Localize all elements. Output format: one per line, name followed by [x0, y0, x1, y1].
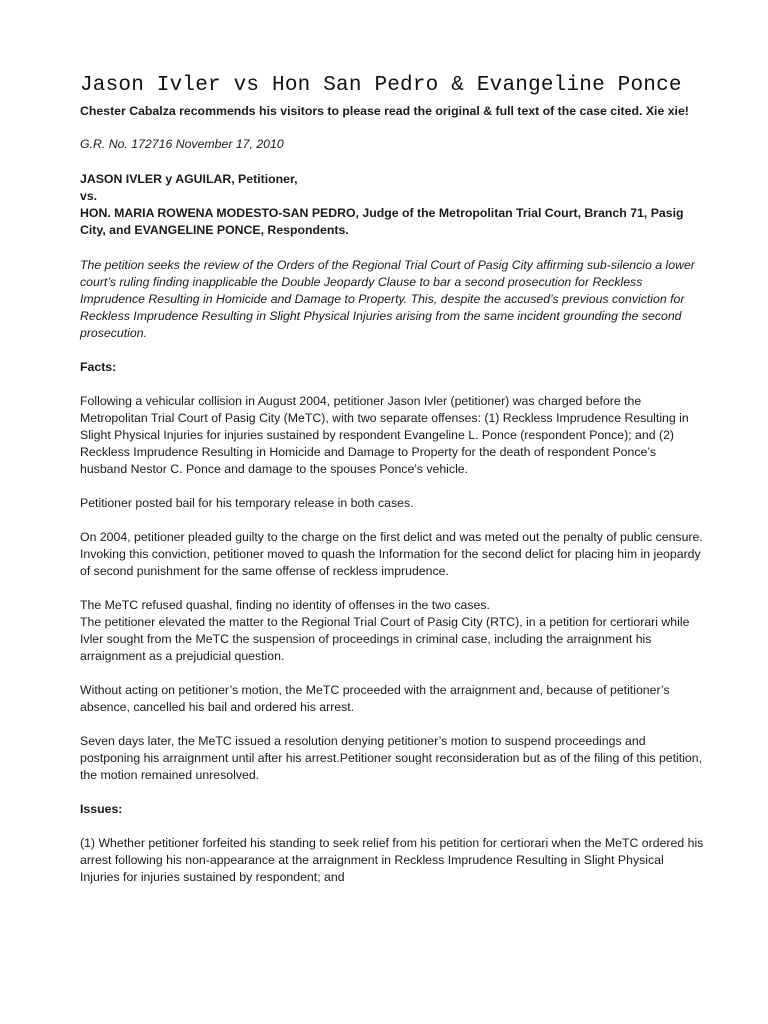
petitioner-line: JASON IVLER y AGUILAR, Petitioner, [80, 172, 298, 186]
facts-paragraph: Without acting on petitioner’s motion, the MeTC proceeded with the arraignment and, because of petitioner’s absence, cancelled his bail and ordered his arrest. [80, 683, 670, 714]
gr-number: G.R. No. 172716 November 17, 2010 [80, 137, 284, 151]
facts-paragraph: The petitioner elevated the matter to the Regional Trial Court of Pasig City (RTC), in a petition for certiorari while Ivler sought from the MeTC the suspension of proceedings in criminal case, including the arraignment his arraignment as a prejudicial question. [80, 615, 690, 663]
issues-paragraph: (1) Whether petitioner forfeited his standing to seek relief from his petition for certiorari when the MeTC ordered his arrest following his non-appearance at the arraignment in Reckless Imprudence Resulting in Slight Physical Injuries for injuries sustained by respondent; and [80, 836, 704, 884]
case-parties [80, 171, 704, 239]
case-summary: The petition seeks the review of the Orders of the Regional Trial Court of Pasig City affirming sub-silencio a lower court’s ruling finding inapplicable the Double Jeopardy Clause to bar a second prosecution for Reckless Imprudence Resulting in Homicide and Damage to Property. This, despite the accused’s previous conviction for Reckless Imprudence Resulting in Slight Physical Injuries arising from the same incident grounding the second prosecution. [80, 258, 695, 340]
issues-heading: Issues: [80, 802, 123, 816]
facts-paragraph: Petitioner posted bail for his temporary release in both cases. [80, 496, 414, 510]
recommendation-note: Chester Cabalza recommends his visitors to please read the original & full text of the case cited. Xie xie! [80, 104, 689, 118]
respondents-line: HON. MARIA ROWENA MODESTO-SAN PEDRO, Judge of the Metropolitan Trial Court, Branch 71, Pasig City, and EVANGELINE PONCE, Respondents. [80, 206, 684, 237]
facts-paragraph: Seven days later, the MeTC issued a resolution denying petitioner’s motion to suspend proceedings and postponing his arraignment until after his arrest.Petitioner sought reconsideration but as of the filing of this petition, the motion remained unresolved. [80, 734, 703, 782]
document-title: Jason Ivler vs Hon San Pedro & Evangeline Ponce [80, 74, 682, 97]
document-page [80, 72, 704, 886]
facts-heading: Facts: [80, 360, 117, 374]
facts-paragraph: On 2004, petitioner pleaded guilty to the charge on the first delict and was meted out the penalty of public censure. Invoking this conviction, petitioner moved to quash the Information for the second delict for placing him in jeopardy of second punishment for the same offense of reckless imprudence. [80, 530, 703, 578]
facts-paragraph: Following a vehicular collision in August 2004, petitioner Jason Ivler (petitioner) was charged before the Metropolitan Trial Court of Pasig City (MeTC), with two separate offenses: (1) Reckless Imprudence Resulting in Slight Physical Injuries for injuries sustained by respondent Evangeline L. Ponce (respondent Ponce); and (2) Reckless Imprudence Resulting in Homicide and Damage to Property for the death of respondent Ponce’s husband Nestor C. Ponce and damage to the spouses Ponce’s vehicle. [80, 394, 689, 476]
facts-paragraph: The MeTC refused quashal, finding no identity of offenses in the two cases. [80, 598, 490, 612]
versus-line: vs. [80, 189, 98, 203]
